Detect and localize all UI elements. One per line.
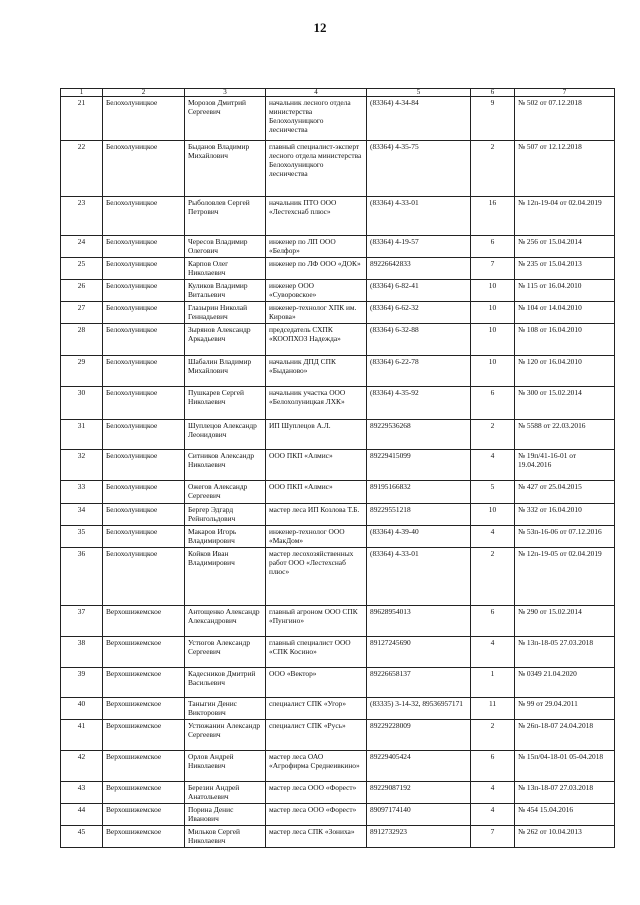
position-org: специалист СПК «Русь» [266, 720, 367, 751]
row-number: 32 [61, 450, 103, 481]
phone: 89195166832 [367, 481, 471, 504]
person-name: Устюгов Александр Сергеевич [185, 637, 266, 668]
table-row [61, 526, 615, 548]
position-org: инженер ООО «Суворовское» [266, 280, 367, 302]
row-number: 41 [61, 720, 103, 751]
table-row [61, 141, 615, 197]
district-name: Белохолуницкое [103, 387, 185, 420]
record-count: 6 [471, 606, 515, 637]
position-org: мастер леса ООО «Форест» [266, 782, 367, 804]
person-name: Орлов Андрей Николаевич [185, 751, 266, 782]
record-count: 10 [471, 280, 515, 302]
person-name: Антощенко Александр Александрович [185, 606, 266, 637]
record-count: 10 [471, 356, 515, 387]
position-org: ИП Шуплецов А.Л. [266, 420, 367, 450]
position-org: начальник ДПД СПК «Быданово» [266, 356, 367, 387]
document-ref: № 427 от 25.04.2015 [515, 481, 615, 504]
position-org: начальник ПТО ООО «Лестехснаб плюс» [266, 197, 367, 236]
phone: (83364) 4-35-92 [367, 387, 471, 420]
row-number: 23 [61, 197, 103, 236]
phone: (83364) 6-82-41 [367, 280, 471, 302]
position-org: ООО ПКП «Алмис» [266, 481, 367, 504]
table-row [61, 826, 615, 848]
person-name: Мильков Сергей Николаевич [185, 826, 266, 848]
table-row [61, 698, 615, 720]
person-name: Бергер Эдгард Рейнгольдович [185, 504, 266, 526]
row-number: 38 [61, 637, 103, 668]
row-number: 21 [61, 97, 103, 141]
district-name: Верхошижемское [103, 826, 185, 848]
column-header: 3 [185, 89, 266, 97]
row-number: 34 [61, 504, 103, 526]
table-row [61, 236, 615, 258]
position-org: начальник участка ООО «Белохолуницкая ЛХК» [266, 387, 367, 420]
page-number: 12 [313, 20, 327, 35]
position-org: мастер леса ОАО «Агрофирма Среднеивкино» [266, 751, 367, 782]
row-number: 27 [61, 302, 103, 324]
table-row [61, 637, 615, 668]
district-name: Белохолуницкое [103, 324, 185, 356]
district-name: Белохолуницкое [103, 504, 185, 526]
district-name: Белохолуницкое [103, 548, 185, 606]
table-row [61, 450, 615, 481]
person-name: Таныгин Денис Викторович [185, 698, 266, 720]
person-name: Чересов Владимир Олегович [185, 236, 266, 258]
person-name: Ситников Александр Николаевич [185, 450, 266, 481]
position-org: мастер леса СПК «Зониха» [266, 826, 367, 848]
position-org: инженер-технолог ХПК им. Кирова» [266, 302, 367, 324]
table-row [61, 504, 615, 526]
table-row [61, 420, 615, 450]
district-name: Верхошижемское [103, 751, 185, 782]
phone: 89226642833 [367, 258, 471, 280]
phone: (83364) 6-32-88 [367, 324, 471, 356]
person-name: Быданов Владимир Михайлович [185, 141, 266, 197]
phone: 89229415099 [367, 450, 471, 481]
document-ref: № 115 от 16.04.2010 [515, 280, 615, 302]
record-count: 1 [471, 668, 515, 698]
document-ref: № 262 от 10.04.2013 [515, 826, 615, 848]
district-name: Верхошижемское [103, 804, 185, 826]
table-row [61, 324, 615, 356]
row-number: 43 [61, 782, 103, 804]
record-count: 10 [471, 324, 515, 356]
table-row [61, 481, 615, 504]
person-name: Пушкарев Сергей Николаевич [185, 387, 266, 420]
row-number: 31 [61, 420, 103, 450]
record-count: 6 [471, 236, 515, 258]
position-org: главный агроном ООО СПК «Пунгино» [266, 606, 367, 637]
district-name: Верхошижемское [103, 782, 185, 804]
column-header: 4 [266, 89, 367, 97]
row-number: 42 [61, 751, 103, 782]
row-number: 29 [61, 356, 103, 387]
phone: 89226658137 [367, 668, 471, 698]
position-org: председатель СХПК «КООПХОЗ Надежда» [266, 324, 367, 356]
position-org: мастер леса ИП Козлова Т.Б. [266, 504, 367, 526]
position-org: специалист СПК «Угор» [266, 698, 367, 720]
phone: 89127245690 [367, 637, 471, 668]
person-name: Кадесников Дмитрий Васильевич [185, 668, 266, 698]
person-name: Куликов Владимир Витальевич [185, 280, 266, 302]
district-name: Белохолуницкое [103, 258, 185, 280]
position-org: инженер-технолог ООО «МакДом» [266, 526, 367, 548]
document-ref: № 120 от 16.04.2010 [515, 356, 615, 387]
table-row [61, 97, 615, 141]
record-count: 2 [471, 420, 515, 450]
phone: 89229228009 [367, 720, 471, 751]
district-name: Белохолуницкое [103, 280, 185, 302]
position-org: инженер по ЛП ООО «Белфор» [266, 236, 367, 258]
record-count: 6 [471, 751, 515, 782]
position-org: инженер по ЛФ ООО «ДОК» [266, 258, 367, 280]
person-name: Карпов Олег Николаевич [185, 258, 266, 280]
table-row [61, 280, 615, 302]
document-ref: № 53п-16-06 от 07.12.2016 [515, 526, 615, 548]
person-name: Рыболовлев Сергей Петрович [185, 197, 266, 236]
document-ref: № 108 от 16.04.2010 [515, 324, 615, 356]
district-name: Белохолуницкое [103, 420, 185, 450]
document-ref: № 5588 от 22.03.2016 [515, 420, 615, 450]
district-name: Белохолуницкое [103, 141, 185, 197]
row-number: 45 [61, 826, 103, 848]
district-name: Белохолуницкое [103, 450, 185, 481]
row-number: 28 [61, 324, 103, 356]
district-name: Верхошижемское [103, 720, 185, 751]
table-row [61, 356, 615, 387]
document-ref: № 235 от 15.04.2013 [515, 258, 615, 280]
person-name: Ожегов Александр Сергеевич [185, 481, 266, 504]
document-ref: № 13п-18-05 27.03.2018 [515, 637, 615, 668]
table-row [61, 668, 615, 698]
phone: 89097174140 [367, 804, 471, 826]
document-ref: № 300 от 15.02.2014 [515, 387, 615, 420]
record-count: 4 [471, 782, 515, 804]
position-org: мастер леса ООО «Форест» [266, 804, 367, 826]
row-number: 25 [61, 258, 103, 280]
district-name: Белохолуницкое [103, 302, 185, 324]
phone: 89229405424 [367, 751, 471, 782]
row-number: 35 [61, 526, 103, 548]
phone: (83364) 4-33-01 [367, 197, 471, 236]
position-org: главный специалист-эксперт лесного отдела министерства Белохолуницкого лесничества [266, 141, 367, 197]
column-header: 5 [367, 89, 471, 97]
position-org: начальник лесного отдела министерства Белохолуницкого лесничества [266, 97, 367, 141]
record-count: 2 [471, 548, 515, 606]
record-count: 2 [471, 720, 515, 751]
document-ref: № 332 от 16.04.2010 [515, 504, 615, 526]
record-count: 6 [471, 387, 515, 420]
document-ref: № 104 от 14.04.2010 [515, 302, 615, 324]
document-ref: № 256 от 15.04.2014 [515, 236, 615, 258]
document-ref: № 26п-18-07 24.04.2018 [515, 720, 615, 751]
person-name: Шабалин Владимир Михайлович [185, 356, 266, 387]
record-count: 7 [471, 826, 515, 848]
district-name: Верхошижемское [103, 698, 185, 720]
document-ref: № 502 от 07.12.2018 [515, 97, 615, 141]
table-row [61, 782, 615, 804]
table-row [61, 751, 615, 782]
row-number: 24 [61, 236, 103, 258]
record-count: 5 [471, 481, 515, 504]
row-number: 36 [61, 548, 103, 606]
person-name: Койков Иван Владимирович [185, 548, 266, 606]
person-name: Порина Денис Иванович [185, 804, 266, 826]
phone: (83364) 6-62-32 [367, 302, 471, 324]
position-org: ООО ПКП «Алмис» [266, 450, 367, 481]
table-row [61, 804, 615, 826]
document-ref: № 19п/41-16-01 от 19.04.2016 [515, 450, 615, 481]
person-name: Макаров Игорь Владимирович [185, 526, 266, 548]
position-org: ООО «Вектор» [266, 668, 367, 698]
row-number: 39 [61, 668, 103, 698]
record-count: 2 [471, 141, 515, 197]
phone: (83364) 4-34-84 [367, 97, 471, 141]
phone: (83364) 6-22-78 [367, 356, 471, 387]
document-ref: № 12п-19-05 от 02.04.2019 [515, 548, 615, 606]
document-ref: № 290 от 15.02.2014 [515, 606, 615, 637]
position-org: мастер лесохозяйственных работ ООО «Лестехснаб плюс» [266, 548, 367, 606]
table-row [61, 302, 615, 324]
phone: 89229536268 [367, 420, 471, 450]
document-ref: № 12п-19-04 от 02.04.2019 [515, 197, 615, 236]
phone: 89229551218 [367, 504, 471, 526]
row-number: 40 [61, 698, 103, 720]
document-ref: № 0349 21.04.2020 [515, 668, 615, 698]
phone: 89229087192 [367, 782, 471, 804]
record-count: 4 [471, 637, 515, 668]
header-row [61, 89, 615, 97]
table-row [61, 197, 615, 236]
person-name: Шуплецов Александр Леонидович [185, 420, 266, 450]
phone: (83364) 4-19-57 [367, 236, 471, 258]
person-name: Березин Андрей Анатольевич [185, 782, 266, 804]
table-row [61, 387, 615, 420]
document-ref: № 13п-18-07 27.03.2018 [515, 782, 615, 804]
phone: (83364) 4-33-01 [367, 548, 471, 606]
district-name: Белохолуницкое [103, 356, 185, 387]
row-number: 37 [61, 606, 103, 637]
district-name: Верхошижемское [103, 637, 185, 668]
column-header: 7 [515, 89, 615, 97]
table-row [61, 606, 615, 637]
person-name: Устюжанин Александр Сергеевич [185, 720, 266, 751]
district-name: Белохолуницкое [103, 236, 185, 258]
row-number: 33 [61, 481, 103, 504]
district-name: Белохолуницкое [103, 526, 185, 548]
register-table [60, 88, 615, 848]
phone: 8912732923 [367, 826, 471, 848]
record-count: 4 [471, 804, 515, 826]
record-count: 4 [471, 526, 515, 548]
phone: 89628954013 [367, 606, 471, 637]
document-ref: № 15п/04-18-01 05-04.2018 [515, 751, 615, 782]
record-count: 4 [471, 450, 515, 481]
person-name: Морозов Дмитрий Сергеевич [185, 97, 266, 141]
row-number: 30 [61, 387, 103, 420]
district-name: Верхошижемское [103, 668, 185, 698]
row-number: 22 [61, 141, 103, 197]
row-number: 26 [61, 280, 103, 302]
district-name: Белохолуницкое [103, 197, 185, 236]
record-count: 10 [471, 302, 515, 324]
document-ref: № 454 15.04.2016 [515, 804, 615, 826]
table-header [61, 89, 615, 97]
row-number: 44 [61, 804, 103, 826]
document-ref: № 99 от 29.04.2011 [515, 698, 615, 720]
record-count: 7 [471, 258, 515, 280]
table-row [61, 548, 615, 606]
phone: (83364) 4-39-40 [367, 526, 471, 548]
person-name: Глазырин Николай Геннадьевич [185, 302, 266, 324]
table-row [61, 258, 615, 280]
phone: (83364) 4-35-75 [367, 141, 471, 197]
position-org: главный специалист ООО «СПК Косино» [266, 637, 367, 668]
table-body [61, 97, 615, 848]
document-ref: № 507 от 12.12.2018 [515, 141, 615, 197]
record-count: 16 [471, 197, 515, 236]
district-name: Белохолуницкое [103, 97, 185, 141]
column-header: 1 [61, 89, 103, 97]
table-row [61, 720, 615, 751]
column-header: 6 [471, 89, 515, 97]
person-name: Зырянов Александр Аркадьевич [185, 324, 266, 356]
record-count: 9 [471, 97, 515, 141]
district-name: Белохолуницкое [103, 481, 185, 504]
phone: (83335) 3-14-32, 89536957171 [367, 698, 471, 720]
record-count: 10 [471, 504, 515, 526]
record-count: 11 [471, 698, 515, 720]
column-header: 2 [103, 89, 185, 97]
district-name: Верхошижемское [103, 606, 185, 637]
